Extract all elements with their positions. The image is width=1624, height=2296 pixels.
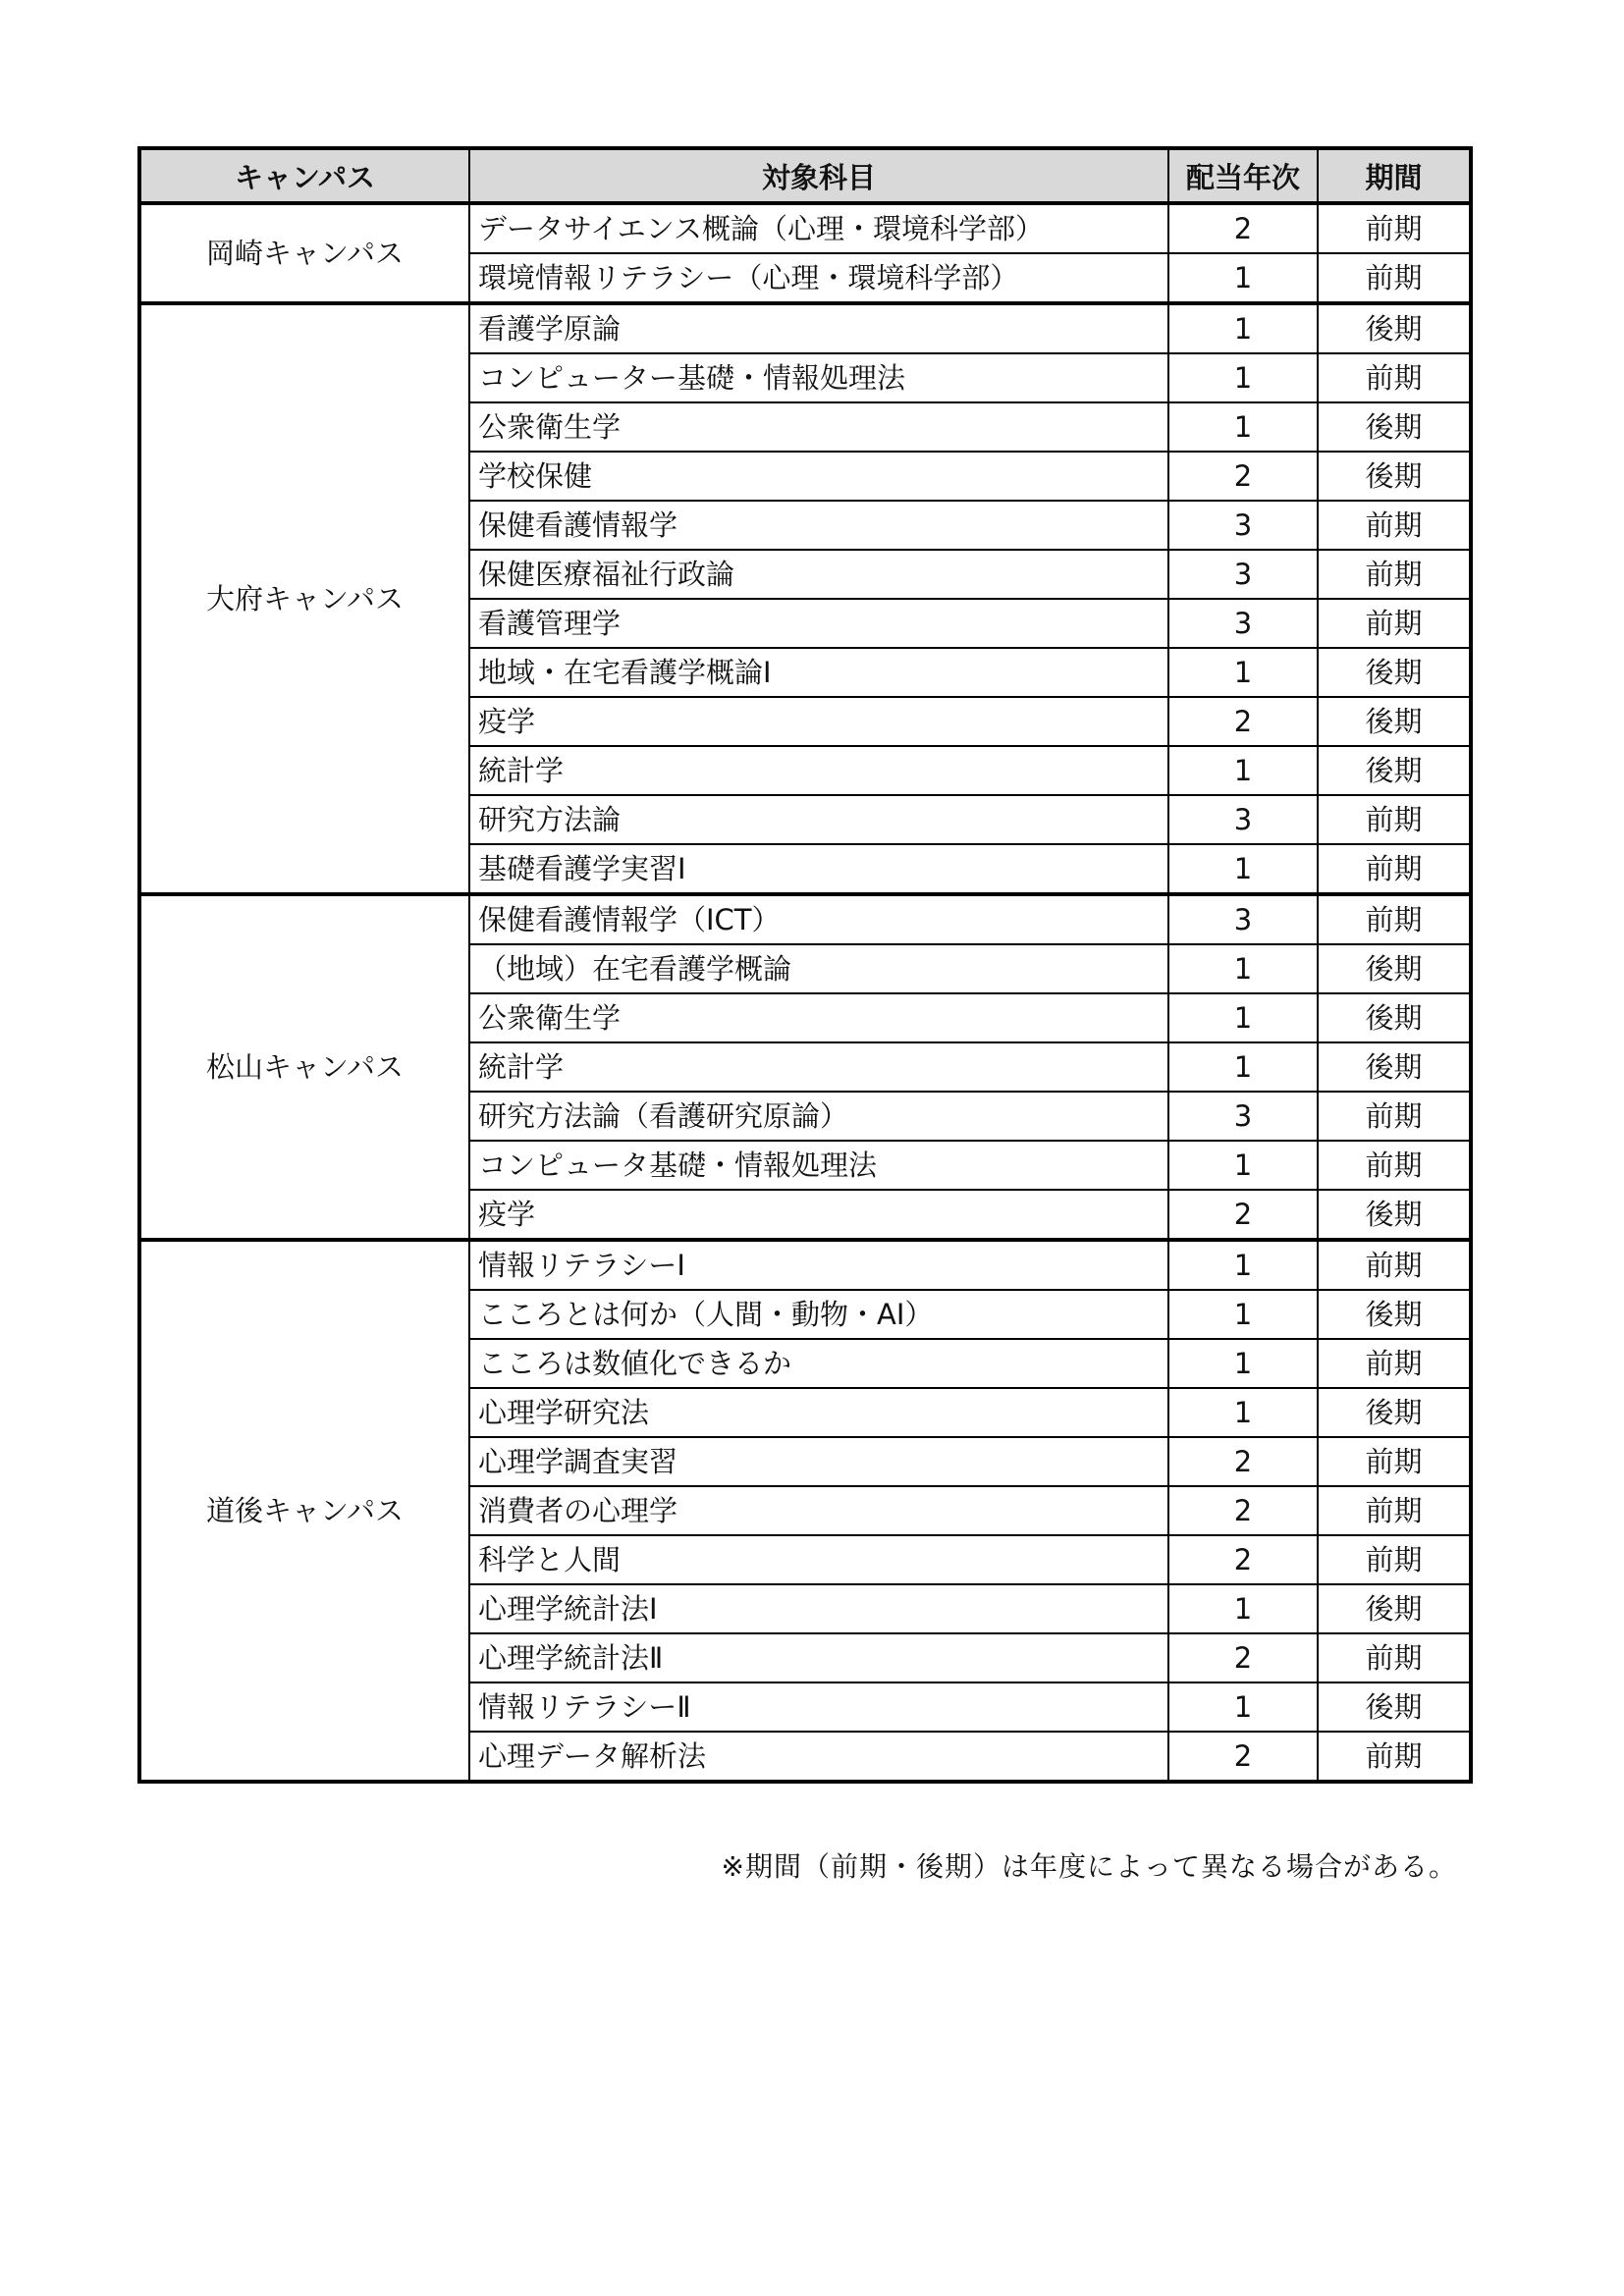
period-cell: 前期 xyxy=(1318,894,1471,944)
year-cell: 2 xyxy=(1168,697,1318,746)
year-cell: 3 xyxy=(1168,1092,1318,1141)
year-cell: 1 xyxy=(1168,353,1318,402)
table-row xyxy=(139,303,1471,353)
period-cell: 前期 xyxy=(1318,1339,1471,1388)
subject-cell: 研究方法論 xyxy=(469,795,1168,844)
year-cell: 1 xyxy=(1168,1141,1318,1190)
period-cell: 後期 xyxy=(1318,1388,1471,1437)
period-cell: 後期 xyxy=(1318,1190,1471,1240)
header-year: 配当年次 xyxy=(1168,148,1318,203)
period-cell: 後期 xyxy=(1318,1042,1471,1092)
subject-cell: （地域）在宅看護学概論 xyxy=(469,944,1168,993)
subject-cell: 心理学統計法Ⅰ xyxy=(469,1584,1168,1633)
footnote: ※期間（前期・後期）は年度によって異なる場合がある。 xyxy=(721,1850,1457,1883)
year-cell: 1 xyxy=(1168,944,1318,993)
subject-cell: こころとは何か（人間・動物・AI） xyxy=(469,1290,1168,1339)
period-cell: 前期 xyxy=(1318,501,1471,550)
year-cell: 1 xyxy=(1168,1042,1318,1092)
campus-cell: 松山キャンパス xyxy=(139,894,469,1240)
period-cell: 後期 xyxy=(1318,303,1471,353)
year-cell: 2 xyxy=(1168,1486,1318,1535)
period-cell: 後期 xyxy=(1318,648,1471,697)
campus-group xyxy=(139,1240,1471,1782)
subject-cell: 心理学研究法 xyxy=(469,1388,1168,1437)
subject-cell: 消費者の心理学 xyxy=(469,1486,1168,1535)
period-cell: 前期 xyxy=(1318,844,1471,894)
subject-cell: 保健医療福祉行政論 xyxy=(469,550,1168,599)
period-cell: 前期 xyxy=(1318,1535,1471,1584)
header-campus: キャンパス xyxy=(139,148,469,203)
table-row xyxy=(139,894,1471,944)
period-cell: 前期 xyxy=(1318,550,1471,599)
course-table xyxy=(137,146,1473,1784)
subject-cell: 公衆衛生学 xyxy=(469,993,1168,1042)
subject-cell: 基礎看護学実習Ⅰ xyxy=(469,844,1168,894)
year-cell: 1 xyxy=(1168,303,1318,353)
period-cell: 後期 xyxy=(1318,452,1471,501)
year-cell: 3 xyxy=(1168,501,1318,550)
period-cell: 後期 xyxy=(1318,1682,1471,1732)
subject-cell: 情報リテラシーⅡ xyxy=(469,1682,1168,1732)
year-cell: 1 xyxy=(1168,993,1318,1042)
header-subject: 対象科目 xyxy=(469,148,1168,203)
table-row xyxy=(139,203,1471,253)
subject-cell: 情報リテラシーⅠ xyxy=(469,1240,1168,1290)
period-cell: 前期 xyxy=(1318,1486,1471,1535)
year-cell: 1 xyxy=(1168,1290,1318,1339)
subject-cell: 地域・在宅看護学概論Ⅰ xyxy=(469,648,1168,697)
subject-cell: データサイエンス概論（心理・環境科学部） xyxy=(469,203,1168,253)
campus-group xyxy=(139,203,1471,303)
subject-cell: 学校保健 xyxy=(469,452,1168,501)
year-cell: 1 xyxy=(1168,844,1318,894)
subject-cell: 統計学 xyxy=(469,746,1168,795)
subject-cell: 研究方法論（看護研究原論） xyxy=(469,1092,1168,1141)
period-cell: 前期 xyxy=(1318,1240,1471,1290)
period-cell: 後期 xyxy=(1318,697,1471,746)
subject-cell: 心理学調査実習 xyxy=(469,1437,1168,1486)
period-cell: 前期 xyxy=(1318,353,1471,402)
year-cell: 2 xyxy=(1168,1535,1318,1584)
subject-cell: 公衆衛生学 xyxy=(469,402,1168,452)
period-cell: 前期 xyxy=(1318,1141,1471,1190)
period-cell: 前期 xyxy=(1318,1092,1471,1141)
period-cell: 後期 xyxy=(1318,402,1471,452)
period-cell: 前期 xyxy=(1318,253,1471,303)
year-cell: 1 xyxy=(1168,1240,1318,1290)
period-cell: 前期 xyxy=(1318,1732,1471,1782)
subject-cell: 看護管理学 xyxy=(469,599,1168,648)
year-cell: 2 xyxy=(1168,1437,1318,1486)
campus-cell: 岡崎キャンパス xyxy=(139,203,469,303)
subject-cell: 統計学 xyxy=(469,1042,1168,1092)
subject-cell: 保健看護情報学（ICT） xyxy=(469,894,1168,944)
table-row xyxy=(139,1240,1471,1290)
subject-cell: 科学と人間 xyxy=(469,1535,1168,1584)
year-cell: 3 xyxy=(1168,795,1318,844)
subject-cell: 心理データ解析法 xyxy=(469,1732,1168,1782)
period-cell: 後期 xyxy=(1318,944,1471,993)
subject-cell: 環境情報リテラシー（心理・環境科学部） xyxy=(469,253,1168,303)
subject-cell: 保健看護情報学 xyxy=(469,501,1168,550)
year-cell: 3 xyxy=(1168,550,1318,599)
year-cell: 1 xyxy=(1168,746,1318,795)
subject-cell: 疫学 xyxy=(469,697,1168,746)
year-cell: 1 xyxy=(1168,648,1318,697)
period-cell: 前期 xyxy=(1318,1437,1471,1486)
year-cell: 1 xyxy=(1168,253,1318,303)
period-cell: 前期 xyxy=(1318,203,1471,253)
header-period: 期間 xyxy=(1318,148,1471,203)
year-cell: 1 xyxy=(1168,1584,1318,1633)
year-cell: 2 xyxy=(1168,1633,1318,1682)
year-cell: 1 xyxy=(1168,1388,1318,1437)
campus-group xyxy=(139,303,1471,894)
year-cell: 1 xyxy=(1168,1339,1318,1388)
campus-group xyxy=(139,894,1471,1240)
year-cell: 2 xyxy=(1168,203,1318,253)
year-cell: 1 xyxy=(1168,402,1318,452)
subject-cell: 看護学原論 xyxy=(469,303,1168,353)
period-cell: 後期 xyxy=(1318,1290,1471,1339)
subject-cell: 疫学 xyxy=(469,1190,1168,1240)
period-cell: 後期 xyxy=(1318,1584,1471,1633)
period-cell: 後期 xyxy=(1318,993,1471,1042)
campus-cell: 道後キャンパス xyxy=(139,1240,469,1782)
header-row xyxy=(139,148,1471,203)
year-cell: 2 xyxy=(1168,1190,1318,1240)
subject-cell: コンピュータ基礎・情報処理法 xyxy=(469,1141,1168,1190)
period-cell: 前期 xyxy=(1318,1633,1471,1682)
subject-cell: コンピューター基礎・情報処理法 xyxy=(469,353,1168,402)
year-cell: 1 xyxy=(1168,1682,1318,1732)
year-cell: 2 xyxy=(1168,452,1318,501)
period-cell: 前期 xyxy=(1318,599,1471,648)
year-cell: 3 xyxy=(1168,599,1318,648)
period-cell: 前期 xyxy=(1318,795,1471,844)
subject-cell: 心理学統計法Ⅱ xyxy=(469,1633,1168,1682)
subject-cell: こころは数値化できるか xyxy=(469,1339,1168,1388)
year-cell: 3 xyxy=(1168,894,1318,944)
campus-cell: 大府キャンパス xyxy=(139,303,469,894)
year-cell: 2 xyxy=(1168,1732,1318,1782)
period-cell: 後期 xyxy=(1318,746,1471,795)
